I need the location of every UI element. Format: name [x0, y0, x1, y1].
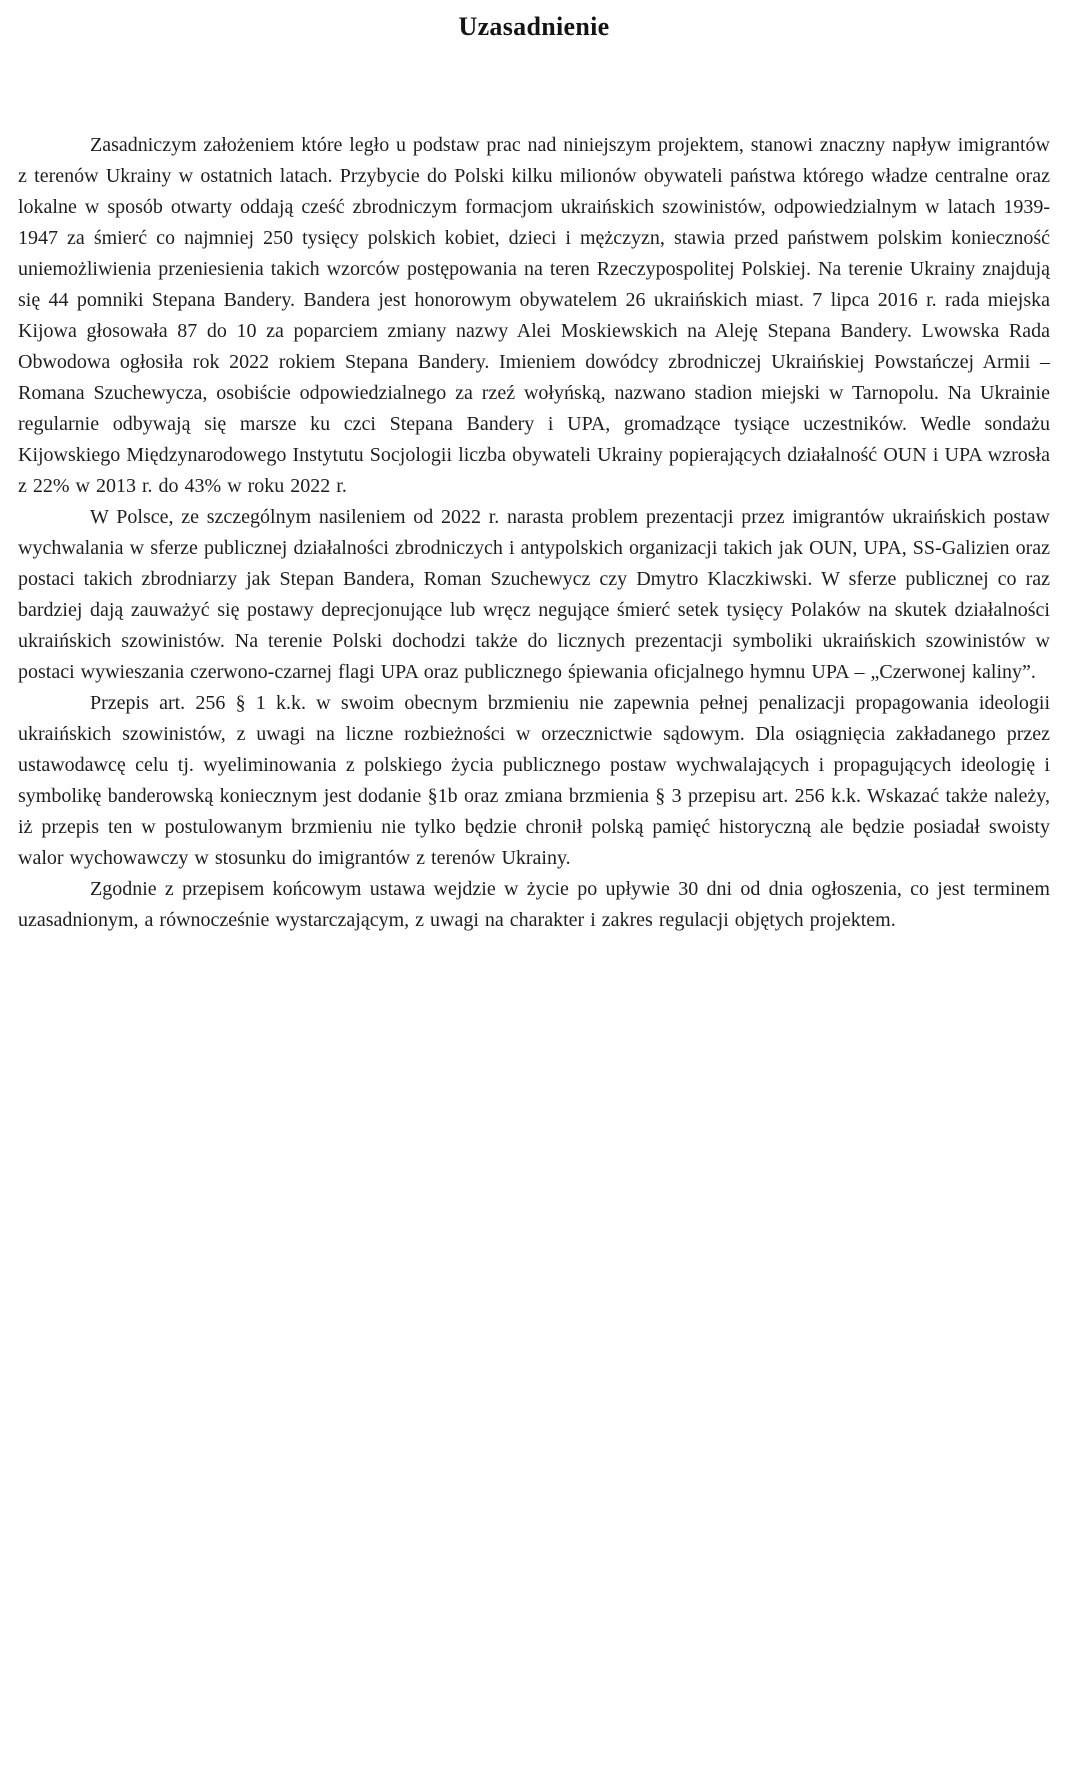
document-title: Uzasadnienie: [458, 12, 610, 41]
paragraph-final-provision: Zgodnie z przepisem końcowym ustawa wejdzie w życie po upływie 30 dni od dnia ogłoszenia, co jest terminem uzasadnionym, a równocześnie wystarczającym, z uwagi na charakter i zakres regulacji objętych projektem.: [18, 878, 1050, 931]
document-body: [18, 130, 1050, 936]
paragraph-introduction: Zasadniczym założeniem które legło u podstaw prac nad niniejszym projektem, stanowi znaczny napływ imigrantów z terenów Ukrainy w ostatnich latach. Przybycie do Polski kilku milionów obywateli państwa którego władze centralne oraz lokalne w sposób otwarty oddają cześć zbrodniczym formacjom ukraińskich szowinistów, odpowiedzialnym w latach 1939-1947 za śmierć co najmniej 250 tysięcy polskich kobiet, dzieci i mężczyzn, stawia przed państwem polskim konieczność uniemożliwienia przeniesienia takich wzorców postępowania na teren Rzeczypospolitej Polskiej. Na terenie Ukrainy znajdują się 44 pomniki Stepana Bandery. Bandera jest honorowym obywatelem 26 ukraińskich miast. 7 lipca 2016 r. rada miejska Kijowa głosowała 87 do 10 za poparciem zmiany nazwy Alei Moskiewskich na Aleję Stepana Bandery. Lwowska Rada Obwodowa ogłosiła rok 2022 rokiem Stepana Bandery. Imieniem dowódcy zbrodniczej Ukraińskiej Powstańczej Armii – Romana Szuchewycza, osobiście odpowiedzialnego za rzeź wołyńską, nazwano stadion miejski w Tarnopolu. Na Ukrainie regularnie odbywają się marsze ku czci Stepana Bandery i UPA, gromadzące tysiące uczestników. Wedle sondażu Kijowskiego Międzynarodowego Instytutu Socjologii liczba obywateli Ukrainy popierających działalność OUN i UPA wzrosła z 22% w 2013 r. do 43% w roku 2022 r.: [18, 134, 1050, 497]
paragraph-problem-in-poland: W Polsce, ze szczególnym nasileniem od 2022 r. narasta problem prezentacji przez imigrantów ukraińskich postaw wychwalania w sferze publicznej działalności zbrodniczych i antypolskich organizacji takich jak OUN, UPA, SS-Galizien oraz postaci takich zbrodniarzy jak Stepan Bandera, Roman Szuchewycz czy Dmytro Klaczkiwski. W sferze publicznej co raz bardziej dają zauważyć się postawy deprecjonujące lub wręcz negujące śmierć setek tysięcy Polaków na skutek działalności ukraińskich szowinistów. Na terenie Polski dochodzi także do licznych prezentacji symboliki ukraińskich szowinistów w postaci wywieszania czerwono-czarnej flagi UPA oraz publicznego śpiewania oficjalnego hymnu UPA – „Czerwonej kaliny”.: [18, 506, 1050, 683]
paragraph-legal-change: Przepis art. 256 § 1 k.k. w swoim obecnym brzmieniu nie zapewnia pełnej penalizacji propagowania ideologii ukraińskich szowinistów, z uwagi na liczne rozbieżności w orzecznictwie sądowym. Dla osiągnięcia zakładanego przez ustawodawcę celu tj. wyeliminowania z polskiego życia publicznego postaw wychwalających i propagujących ideologię i symbolikę banderowską koniecznym jest dodanie §1b oraz zmiana brzmienia § 3 przepisu art. 256 k.k. Wskazać także należy, iż przepis ten w postulowanym brzmieniu nie tylko będzie chronił polską pamięć historyczną ale będzie posiadał swoisty walor wychowawczy w stosunku do imigrantów z terenów Ukrainy.: [18, 692, 1050, 869]
